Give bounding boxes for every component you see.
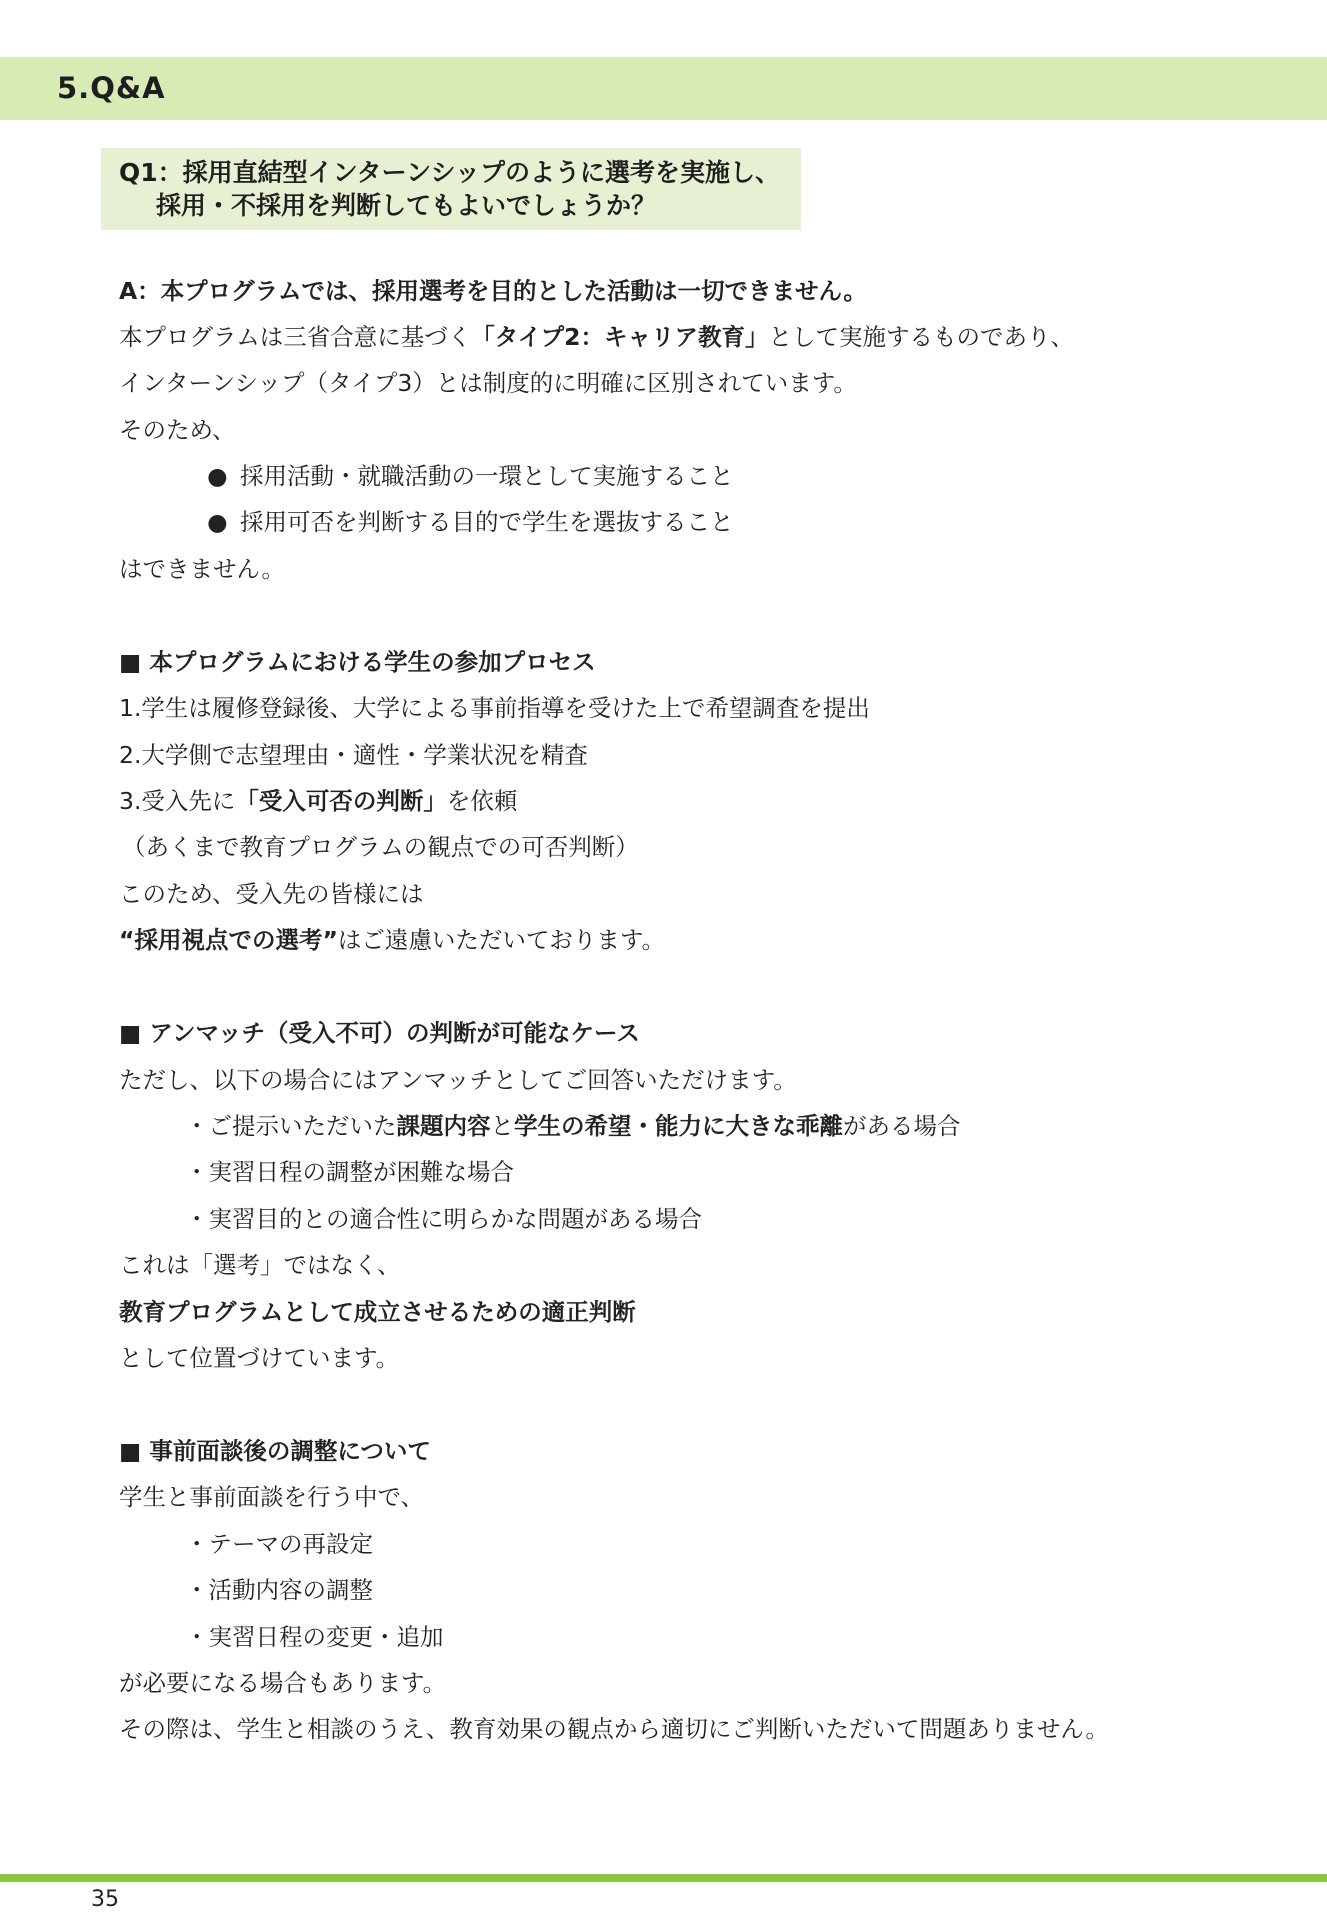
process-step-2: 2.大学側で志望理由・適性・学業状況を精査 bbox=[119, 741, 588, 769]
case-1-pre: ・ご提示いただいた bbox=[185, 1112, 397, 1140]
section-2-paragraph-3: として位置づけています。 bbox=[119, 1344, 400, 1372]
section-1-heading: ■ 本プログラムにおける学生の参加プロセス bbox=[119, 648, 596, 676]
list-item: ・実習日程の調整が困難な場合 bbox=[185, 1158, 514, 1186]
list-item: ・実習目的との適合性に明らかな問題がある場合 bbox=[185, 1205, 702, 1233]
list-item: ・実習日程の変更・追加 bbox=[185, 1623, 444, 1651]
section-3-intro: 学生と事前面談を行う中で、 bbox=[119, 1483, 425, 1511]
bullet-icon: ● bbox=[207, 508, 228, 536]
process-step-3-bold: 「受入可否の判断」 bbox=[235, 787, 447, 815]
footer-rule bbox=[0, 1874, 1327, 1882]
case-1-bold-1: 課題内容 bbox=[396, 1112, 491, 1140]
question-line-1: Q1：採用直結型インターンシップのように選考を実施し、 bbox=[119, 158, 781, 187]
list-item-text: 採用活動・就職活動の一環として実施すること bbox=[240, 462, 734, 490]
section-1-paragraph-2-bold: “採用視点での選考” bbox=[119, 926, 338, 954]
answer-p1-post: として実施するものであり、 bbox=[768, 323, 1074, 351]
answer-heading: A：本プログラムでは、採用選考を目的とした活動は一切できません。 bbox=[119, 277, 867, 305]
process-step-1: 1.学生は履修登録後、大学による事前指導を受けた上で希望調査を提出 bbox=[119, 694, 870, 722]
answer-paragraph-3: そのため、 bbox=[119, 416, 236, 444]
answer-paragraph-1 bbox=[119, 320, 1074, 354]
answer-paragraph-4: はできません。 bbox=[119, 555, 285, 583]
section-1-paragraph-2 bbox=[119, 923, 665, 957]
section-1-paragraph-2-post: はご遠慮いただいております。 bbox=[337, 926, 666, 954]
answer-paragraph-2: インターンシップ（タイプ3）とは制度的に明確に区別されています。 bbox=[119, 369, 857, 397]
bullet-icon: ● bbox=[207, 462, 228, 490]
section-3-heading: ■ 事前面談後の調整について bbox=[119, 1437, 431, 1465]
process-step-3-pre: 3.受入先に bbox=[119, 787, 236, 815]
list-item bbox=[207, 505, 734, 539]
question-line-2: 採用・不採用を判断してもよいでしょうか？ bbox=[156, 191, 657, 220]
process-note: （あくまで教育プログラムの観点での可否判断） bbox=[122, 833, 639, 861]
section-title: 5.Q&A bbox=[57, 71, 166, 105]
list-item bbox=[185, 1109, 961, 1143]
list-item: ・テーマの再設定 bbox=[185, 1530, 373, 1558]
section-3-paragraph-1: が必要になる場合もあります。 bbox=[119, 1669, 447, 1697]
section-header-bar bbox=[0, 57, 1327, 120]
list-item: ・活動内容の調整 bbox=[185, 1576, 373, 1604]
section-2-intro: ただし、以下の場合にはアンマッチとしてご回答いただけます。 bbox=[119, 1066, 797, 1094]
section-2-heading: ■ アンマッチ（受入不可）の判断が可能なケース bbox=[119, 1019, 640, 1047]
answer-p1-bold: 「タイプ2：キャリア教育」 bbox=[471, 323, 769, 351]
case-1-mid: と bbox=[490, 1112, 514, 1140]
process-step-3-post: を依頼 bbox=[446, 787, 518, 815]
section-2-paragraph-1: これは「選考」ではなく、 bbox=[119, 1251, 401, 1279]
section-3-paragraph-2: その際は、学生と相談のうえ、教育効果の観点から適切にご判断いただいて問題ありません。 bbox=[119, 1715, 1109, 1743]
page-number: 35 bbox=[91, 1887, 119, 1912]
section-1-paragraph-1: このため、受入先の皆様には bbox=[119, 880, 424, 908]
question-box bbox=[101, 148, 801, 230]
process-step-3 bbox=[119, 784, 517, 818]
section-2-paragraph-2: 教育プログラムとして成立させるための適正判断 bbox=[119, 1298, 636, 1326]
answer-p1-pre: 本プログラムは三省合意に基づく bbox=[119, 323, 472, 351]
list-item-text: 採用可否を判断する目的で学生を選抜すること bbox=[240, 508, 734, 536]
case-1-post: がある場合 bbox=[843, 1112, 961, 1140]
case-1-bold-2: 学生の希望・能力に大きな乖離 bbox=[514, 1112, 843, 1140]
list-item bbox=[207, 459, 734, 493]
